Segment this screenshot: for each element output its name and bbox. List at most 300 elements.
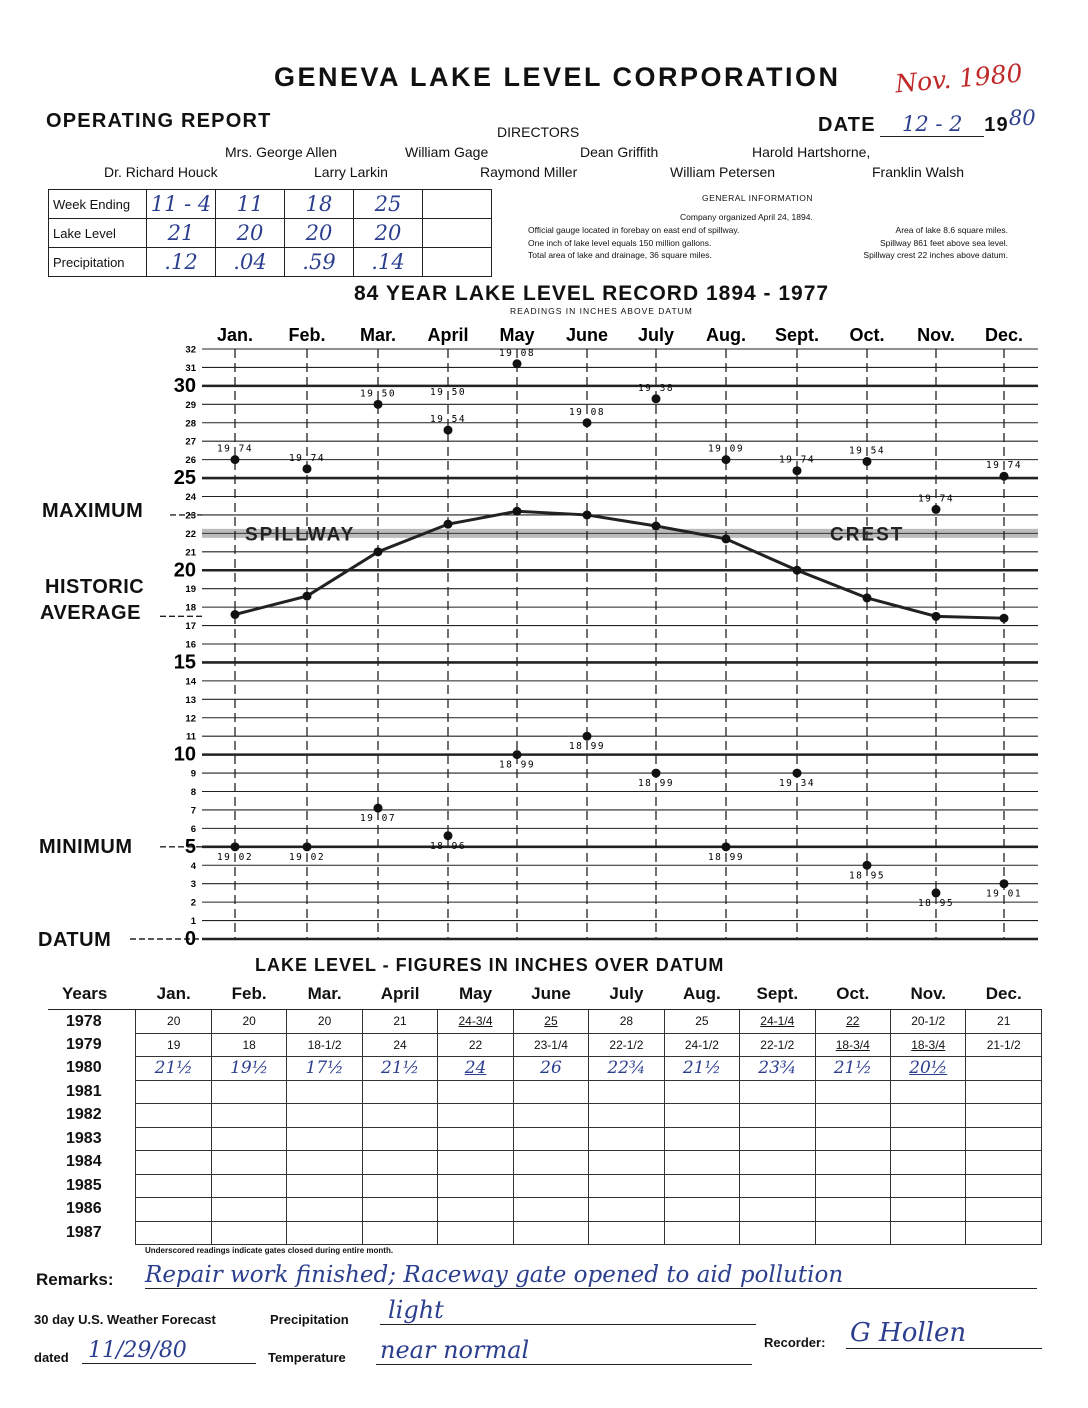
extra-year-label: 19 50 bbox=[429, 387, 467, 399]
month-label: Mar. bbox=[359, 325, 397, 345]
level-cell bbox=[438, 1080, 513, 1104]
level-cell bbox=[287, 1104, 362, 1128]
lake-table-title: LAKE LEVEL - FIGURES IN INCHES OVER DATUM bbox=[255, 955, 725, 975]
level-cell bbox=[136, 1221, 211, 1245]
level-cell bbox=[513, 1151, 588, 1175]
minimum-year-label: 18 99 bbox=[568, 741, 606, 753]
level-cell bbox=[589, 1221, 664, 1245]
info-line: Area of lake 8.6 square miles. bbox=[895, 225, 1008, 235]
minimum-point bbox=[1000, 879, 1009, 888]
chart-subtitle: READINGS IN INCHES ABOVE DATUM bbox=[510, 306, 693, 316]
level-cell bbox=[287, 1174, 362, 1198]
minimum-year-label: 18 95 bbox=[848, 870, 886, 882]
average-label: AVERAGE bbox=[40, 602, 141, 624]
average-point bbox=[583, 510, 592, 519]
level-cell bbox=[513, 1127, 588, 1151]
level-cell: 20 bbox=[136, 1010, 211, 1034]
minimum-year-label: 19 02 bbox=[216, 851, 254, 863]
level-cell bbox=[287, 1151, 362, 1175]
director: Larry Larkin bbox=[314, 164, 388, 180]
crest-label: CREST bbox=[830, 524, 905, 546]
month-label: Dec. bbox=[984, 325, 1024, 345]
y-tick-label: 28 bbox=[185, 418, 196, 430]
table-row bbox=[48, 1127, 1042, 1151]
level-cell: 24 bbox=[438, 1057, 513, 1081]
level-cell bbox=[362, 1127, 437, 1151]
year-label: 1987 bbox=[66, 1223, 102, 1241]
level-cell bbox=[211, 1151, 286, 1175]
average-point bbox=[513, 507, 522, 516]
minimum-point bbox=[793, 769, 802, 778]
handwritten-month: Nov. 1980 bbox=[893, 58, 1024, 99]
level-cell bbox=[664, 1080, 739, 1104]
director: William Gage bbox=[405, 144, 489, 160]
y-tick-label: 14 bbox=[185, 676, 196, 688]
minimum-year-label: 19 34 bbox=[778, 778, 816, 790]
level-cell: 21 bbox=[966, 1010, 1042, 1034]
table-row bbox=[48, 1010, 1042, 1034]
level-cell bbox=[438, 1174, 513, 1198]
report-title: OPERATING REPORT bbox=[46, 110, 272, 132]
level-cell bbox=[136, 1174, 211, 1198]
chart-title: 84 YEAR LAKE LEVEL RECORD 1894 - 1977 bbox=[354, 282, 830, 305]
month-label: Oct. bbox=[849, 325, 885, 345]
precip-cell: .59 bbox=[285, 248, 354, 277]
level-cell bbox=[664, 1104, 739, 1128]
average-point bbox=[863, 593, 872, 602]
maximum-year-label: 19 54 bbox=[848, 445, 886, 457]
level-cell bbox=[362, 1174, 437, 1198]
average-point bbox=[1000, 614, 1009, 623]
level-cell bbox=[589, 1151, 664, 1175]
month-header: May bbox=[438, 979, 513, 1010]
minimum-point bbox=[513, 750, 522, 759]
minimum-point bbox=[722, 842, 731, 851]
level-cell bbox=[891, 1080, 966, 1104]
minimum-year-label: 18 96 bbox=[429, 840, 467, 852]
table-row bbox=[48, 1221, 1042, 1245]
y-tick-label: 11 bbox=[185, 731, 196, 743]
average-point bbox=[303, 592, 312, 601]
y-tick-label: 18 bbox=[185, 602, 196, 614]
level-cell bbox=[513, 1104, 588, 1128]
maximum-year-label: 19 09 bbox=[707, 443, 745, 455]
year-label: 1979 bbox=[66, 1035, 102, 1053]
level-cell bbox=[966, 1104, 1042, 1128]
minimum-year-label: 18 95 bbox=[917, 897, 955, 909]
level-cell: 19 bbox=[136, 1033, 211, 1057]
month-label: May bbox=[499, 325, 535, 345]
level-cell bbox=[513, 1221, 588, 1245]
level-cell bbox=[211, 1221, 286, 1245]
maximum-label: MAXIMUM bbox=[42, 500, 144, 522]
level-cell: 21-1/2 bbox=[966, 1033, 1042, 1057]
level-cell bbox=[438, 1104, 513, 1128]
average-point bbox=[374, 547, 383, 556]
level-cell: 23-1/4 bbox=[513, 1033, 588, 1057]
minimum-point bbox=[374, 804, 383, 813]
level-cell bbox=[891, 1198, 966, 1222]
director: Harold Hartshorne, bbox=[752, 144, 871, 160]
month-header: Oct. bbox=[815, 979, 890, 1010]
level-cell bbox=[136, 1104, 211, 1128]
level-cell bbox=[740, 1104, 815, 1128]
precip-cell: .12 bbox=[147, 248, 216, 277]
year-label: 1985 bbox=[66, 1176, 102, 1194]
level-cell bbox=[966, 1057, 1042, 1081]
level-cell: 22-1/2 bbox=[740, 1033, 815, 1057]
month-label: June bbox=[565, 325, 609, 345]
y-tick-label: 17 bbox=[185, 621, 196, 633]
level-cell bbox=[589, 1104, 664, 1128]
y-tick-label: 10 bbox=[173, 743, 196, 766]
y-tick-label: 8 bbox=[190, 787, 196, 798]
table-row bbox=[48, 1198, 1042, 1222]
level-cell bbox=[740, 1127, 815, 1151]
y-tick-label: 3 bbox=[190, 879, 196, 891]
minimum-year-label: 18 99 bbox=[498, 759, 536, 771]
level-cell bbox=[211, 1198, 286, 1222]
maximum-year-label: 19 08 bbox=[568, 406, 606, 418]
year-label: 1978 bbox=[66, 1012, 102, 1030]
level-cell: 17½ bbox=[287, 1057, 362, 1081]
minimum-point bbox=[583, 732, 592, 741]
level-cell: 21 bbox=[362, 1010, 437, 1034]
remarks-value: Repair work finished; Raceway gate opened to aid pollution bbox=[145, 1262, 1037, 1289]
year-label: 1986 bbox=[66, 1200, 102, 1218]
y-tick-label: 7 bbox=[190, 805, 196, 817]
month-header: Mar. bbox=[287, 979, 362, 1010]
year-label: 1983 bbox=[66, 1129, 102, 1147]
year-prefix: 19 bbox=[984, 114, 1009, 136]
year-suffix: 80 bbox=[1008, 106, 1036, 130]
y-tick-label: 22 bbox=[185, 528, 196, 540]
level-cell bbox=[438, 1151, 513, 1175]
table-row bbox=[48, 1104, 1042, 1128]
level-cell: 21½ bbox=[136, 1057, 211, 1081]
maximum-point bbox=[932, 505, 941, 514]
level-cell bbox=[589, 1127, 664, 1151]
level-cell: 18-3/4 bbox=[891, 1033, 966, 1057]
week-cell: 25 bbox=[354, 190, 423, 219]
lake-level-table bbox=[48, 979, 1042, 1245]
lake-level-cell: 20 bbox=[354, 219, 423, 248]
y-tick-label: 13 bbox=[185, 694, 196, 706]
average-point bbox=[793, 566, 802, 575]
maximum-point bbox=[583, 418, 592, 427]
average-point bbox=[722, 534, 731, 543]
minimum-point bbox=[863, 861, 872, 870]
precip-label: Precipitation bbox=[270, 1312, 349, 1327]
week-ending-label: Week Ending bbox=[49, 190, 147, 219]
lake-level-cell: 20 bbox=[216, 219, 285, 248]
level-cell bbox=[740, 1151, 815, 1175]
maximum-year-label: 19 54 bbox=[429, 414, 467, 426]
level-cell bbox=[966, 1151, 1042, 1175]
company-title: GENEVA LAKE LEVEL CORPORATION bbox=[274, 62, 841, 92]
y-tick-label: 31 bbox=[185, 362, 196, 374]
level-cell bbox=[362, 1080, 437, 1104]
level-cell: 22¾ bbox=[589, 1057, 664, 1081]
level-cell bbox=[740, 1174, 815, 1198]
y-tick-label: 6 bbox=[190, 823, 196, 835]
general-info-title: GENERAL INFORMATION bbox=[702, 193, 814, 203]
level-cell bbox=[438, 1198, 513, 1222]
table-row bbox=[48, 1057, 1042, 1081]
level-cell bbox=[740, 1080, 815, 1104]
minimum-year-label: 19 01 bbox=[985, 888, 1023, 900]
info-line: Official gauge located in forebay on east end of spillway. bbox=[528, 225, 740, 235]
level-cell bbox=[287, 1198, 362, 1222]
dated-label: dated bbox=[34, 1350, 69, 1365]
y-tick-label: 15 bbox=[173, 651, 196, 674]
month-header: July bbox=[589, 979, 664, 1010]
director: William Petersen bbox=[670, 164, 776, 180]
info-line: One inch of lake level equals 150 million gallons. bbox=[528, 237, 712, 248]
level-cell bbox=[815, 1080, 890, 1104]
level-cell bbox=[211, 1104, 286, 1128]
level-cell: 22-1/2 bbox=[589, 1033, 664, 1057]
spillway-label: SPILLWAY bbox=[245, 524, 356, 546]
level-cell bbox=[362, 1104, 437, 1128]
maximum-point bbox=[374, 400, 383, 409]
level-cell bbox=[966, 1174, 1042, 1198]
maximum-point bbox=[444, 426, 453, 435]
level-cell bbox=[966, 1127, 1042, 1151]
level-cell bbox=[966, 1221, 1042, 1245]
year-label: 1980 bbox=[66, 1059, 102, 1077]
level-cell bbox=[513, 1198, 588, 1222]
y-tick-label: 2 bbox=[190, 897, 196, 909]
level-cell bbox=[136, 1080, 211, 1104]
level-cell bbox=[589, 1174, 664, 1198]
y-tick-label: 30 bbox=[173, 374, 196, 397]
level-cell: 24-1/2 bbox=[664, 1033, 739, 1057]
info-line: Total area of lake and drainage, 36 square miles. bbox=[528, 250, 712, 260]
level-cell bbox=[287, 1127, 362, 1151]
level-cell bbox=[815, 1104, 890, 1128]
info-line: Spillway crest 22 inches above datum. bbox=[863, 250, 1008, 260]
y-tick-label: 25 bbox=[173, 467, 196, 490]
level-cell: 21½ bbox=[664, 1057, 739, 1081]
week-cell: 11 - 4 bbox=[147, 190, 216, 219]
year-label: 1981 bbox=[66, 1082, 102, 1100]
y-tick-label: 21 bbox=[185, 547, 196, 559]
table-row bbox=[48, 1080, 1042, 1104]
directors-label: DIRECTORS bbox=[497, 124, 580, 140]
maximum-year-label: 19 50 bbox=[359, 388, 397, 400]
historic-label: HISTORIC bbox=[45, 576, 145, 598]
level-cell bbox=[815, 1151, 890, 1175]
minimum-point bbox=[303, 842, 312, 851]
maximum-year-label: 19 74 bbox=[216, 443, 254, 455]
level-cell bbox=[664, 1174, 739, 1198]
month-label: Nov. bbox=[917, 325, 955, 345]
general-info-organized: Company organized April 24, 1894. bbox=[680, 212, 813, 222]
level-cell: 22 bbox=[815, 1010, 890, 1034]
table-row bbox=[48, 1033, 1042, 1057]
level-cell bbox=[136, 1198, 211, 1222]
level-cell: 20 bbox=[287, 1010, 362, 1034]
precip-cell: .04 bbox=[216, 248, 285, 277]
maximum-year-label: 19 74 bbox=[917, 493, 955, 505]
level-cell: 21½ bbox=[362, 1057, 437, 1081]
maximum-point bbox=[513, 359, 522, 368]
average-point bbox=[932, 612, 941, 621]
director: Raymond Miller bbox=[480, 164, 578, 180]
level-cell bbox=[966, 1080, 1042, 1104]
year-label: 1984 bbox=[66, 1153, 102, 1171]
minimum-point bbox=[444, 831, 453, 840]
maximum-point bbox=[652, 394, 661, 403]
dated-value: 11/29/80 bbox=[82, 1338, 256, 1364]
level-cell bbox=[136, 1151, 211, 1175]
maximum-point bbox=[1000, 472, 1009, 481]
y-tick-label: 20 bbox=[173, 559, 196, 582]
level-cell bbox=[891, 1174, 966, 1198]
month-header: Sept. bbox=[740, 979, 815, 1010]
level-cell bbox=[664, 1127, 739, 1151]
level-cell: 18 bbox=[211, 1033, 286, 1057]
level-cell bbox=[362, 1151, 437, 1175]
maximum-year-label: 19 74 bbox=[985, 460, 1023, 472]
month-header: Nov. bbox=[891, 979, 966, 1010]
level-cell bbox=[136, 1127, 211, 1151]
forecast-label: 30 day U.S. Weather Forecast bbox=[34, 1312, 216, 1327]
director: Dr. Richard Houck bbox=[104, 164, 218, 180]
month-header: April bbox=[362, 979, 437, 1010]
y-tick-label: 32 bbox=[185, 344, 196, 356]
y-tick-label: 29 bbox=[185, 399, 196, 411]
recorder-signature: G Hollen bbox=[846, 1318, 1042, 1349]
level-cell: 28 bbox=[589, 1010, 664, 1034]
y-tick-label: 24 bbox=[185, 492, 196, 503]
level-cell: 25 bbox=[664, 1010, 739, 1034]
level-cell bbox=[815, 1174, 890, 1198]
minimum-year-label: 19 07 bbox=[359, 813, 397, 825]
lake-level-cell: 20 bbox=[285, 219, 354, 248]
month-label: July bbox=[637, 325, 675, 345]
level-cell bbox=[891, 1127, 966, 1151]
director: Franklin Walsh bbox=[872, 164, 965, 180]
month-header: Aug. bbox=[664, 979, 739, 1010]
maximum-point bbox=[722, 455, 731, 464]
level-cell: 20 bbox=[211, 1010, 286, 1034]
maximum-year-label: 19 38 bbox=[637, 382, 675, 394]
level-cell bbox=[362, 1198, 437, 1222]
precip-value: light bbox=[380, 1296, 756, 1325]
maximum-point bbox=[303, 464, 312, 473]
y-tick-label: 27 bbox=[185, 436, 196, 448]
date-value: 12 - 2 bbox=[880, 112, 984, 137]
month-header: Feb. bbox=[211, 979, 286, 1010]
month-label: Aug. bbox=[706, 325, 746, 345]
level-cell bbox=[287, 1221, 362, 1245]
maximum-year-label: 19 74 bbox=[288, 452, 326, 464]
month-label: Jan. bbox=[216, 325, 254, 345]
y-tick-label: 23 bbox=[185, 510, 196, 522]
maximum-year-label: 19 74 bbox=[778, 454, 816, 466]
level-cell bbox=[211, 1127, 286, 1151]
level-cell bbox=[664, 1151, 739, 1175]
datum-label: DATUM bbox=[38, 929, 112, 951]
level-cell: 21½ bbox=[815, 1057, 890, 1081]
month-label: Feb. bbox=[288, 325, 326, 345]
lake-level-cell: 21 bbox=[147, 219, 216, 248]
year-label: 1982 bbox=[66, 1106, 102, 1124]
level-cell bbox=[891, 1221, 966, 1245]
level-cell bbox=[362, 1221, 437, 1245]
level-cell bbox=[589, 1198, 664, 1222]
y-tick-label: 19 bbox=[185, 584, 196, 596]
level-cell bbox=[815, 1127, 890, 1151]
precipitation-label: Precipitation bbox=[49, 248, 147, 277]
level-cell bbox=[815, 1198, 890, 1222]
maximum-point bbox=[793, 466, 802, 475]
y-tick-label: 4 bbox=[190, 860, 196, 872]
level-cell: 26 bbox=[513, 1057, 588, 1081]
month-label: Sept. bbox=[774, 325, 820, 345]
average-point bbox=[231, 610, 240, 619]
table-row bbox=[48, 1174, 1042, 1198]
level-cell bbox=[589, 1080, 664, 1104]
maximum-point bbox=[231, 455, 240, 464]
level-cell: 20-1/2 bbox=[891, 1010, 966, 1034]
footnote: Underscored readings indicate gates closed during entire month. bbox=[145, 1246, 394, 1255]
remarks-label: Remarks: bbox=[36, 1270, 114, 1289]
level-cell bbox=[815, 1221, 890, 1245]
level-cell bbox=[438, 1221, 513, 1245]
month-label: April bbox=[427, 325, 469, 345]
week-cell: 18 bbox=[285, 190, 354, 219]
level-cell: 24 bbox=[362, 1033, 437, 1057]
date-label: DATE bbox=[818, 114, 876, 136]
level-cell bbox=[740, 1221, 815, 1245]
table-row bbox=[48, 1151, 1042, 1175]
level-cell: 20½ bbox=[891, 1057, 966, 1081]
lake-level-label: Lake Level bbox=[49, 219, 147, 248]
minimum-point bbox=[231, 842, 240, 851]
director: Dean Griffith bbox=[580, 144, 659, 160]
level-cell bbox=[513, 1080, 588, 1104]
month-header: Dec. bbox=[966, 979, 1042, 1010]
level-cell: 24-3/4 bbox=[438, 1010, 513, 1034]
director: Mrs. George Allen bbox=[225, 144, 338, 160]
minimum-year-label: 18 99 bbox=[637, 778, 675, 790]
maximum-point bbox=[863, 457, 872, 466]
y-tick-label: 5 bbox=[184, 835, 196, 858]
minimum-point bbox=[932, 888, 941, 897]
week-cell: 11 bbox=[216, 190, 285, 219]
level-cell: 18-3/4 bbox=[815, 1033, 890, 1057]
level-cell bbox=[891, 1104, 966, 1128]
minimum-point bbox=[652, 769, 661, 778]
minimum-year-label: 19 02 bbox=[288, 851, 326, 863]
level-cell: 19½ bbox=[211, 1057, 286, 1081]
month-header: Jan. bbox=[136, 979, 211, 1010]
level-cell bbox=[211, 1080, 286, 1104]
y-tick-label: 0 bbox=[184, 928, 196, 950]
temp-value: near normal bbox=[376, 1336, 752, 1365]
average-point bbox=[652, 522, 661, 531]
maximum-year-label: 19 08 bbox=[498, 347, 536, 359]
level-cell: 25 bbox=[513, 1010, 588, 1034]
level-cell: 22 bbox=[438, 1033, 513, 1057]
precip-cell: .14 bbox=[354, 248, 423, 277]
minimum-year-label: 18 99 bbox=[707, 851, 745, 863]
level-cell bbox=[287, 1080, 362, 1104]
level-cell: 23¾ bbox=[740, 1057, 815, 1081]
